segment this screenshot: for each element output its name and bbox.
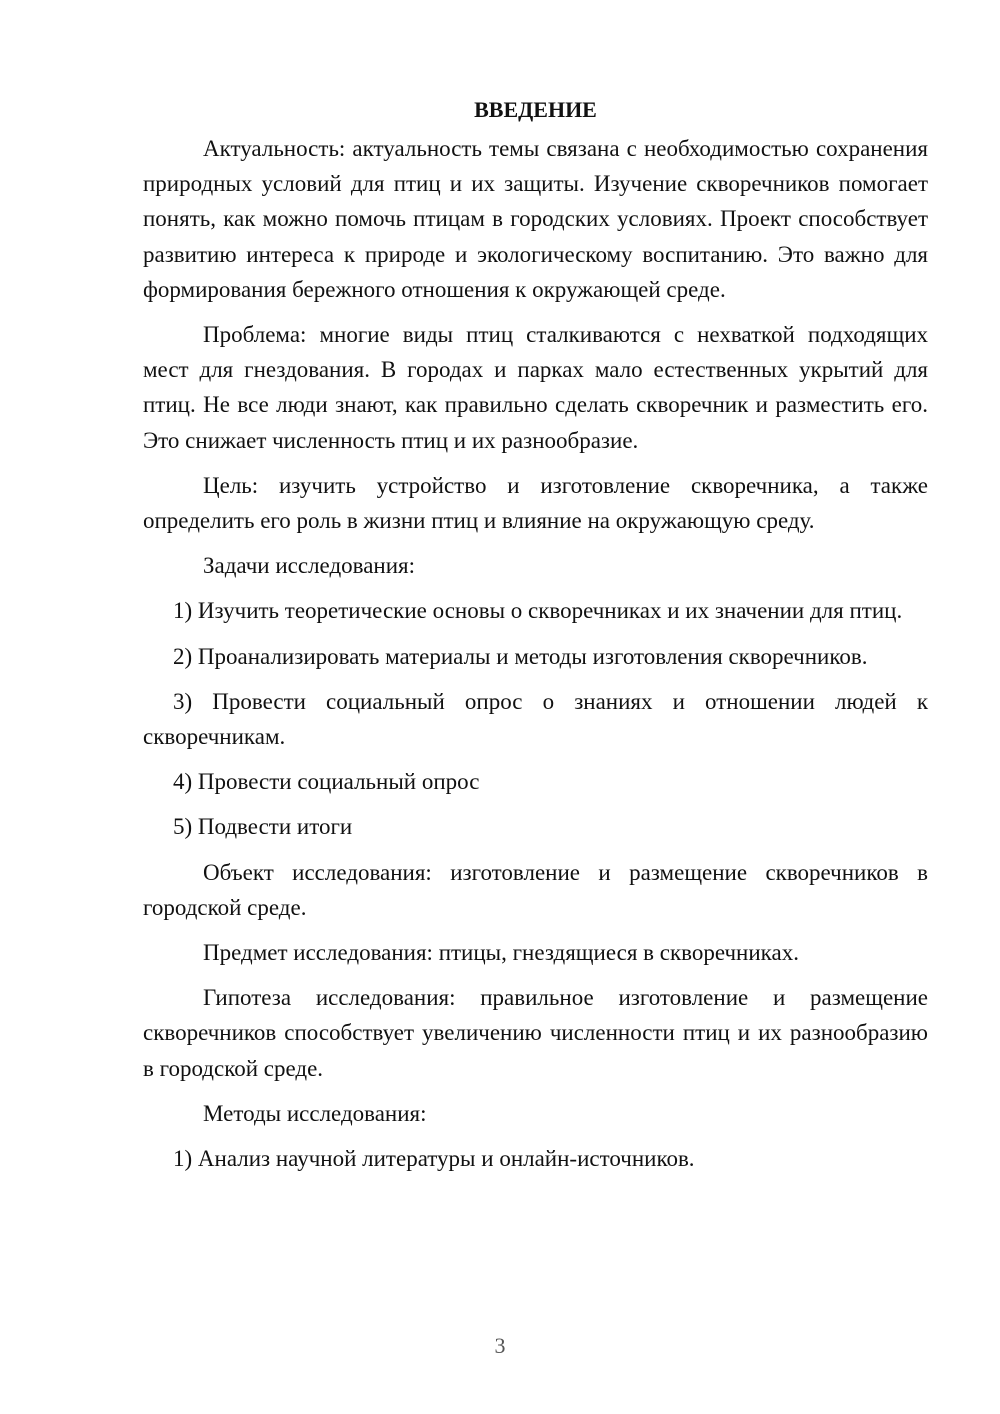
paragraph-object: Объект исследования: изготовление и размещение скворечников в городской среде.: [143, 859, 928, 920]
task-item-5: 5) Подвести итоги: [173, 814, 353, 840]
paragraph-subject: Предмет исследования: птицы, гнездящиеся в скворечниках.: [203, 940, 799, 966]
page-content: [143, 92, 928, 1186]
paragraph-problem: Проблема: многие виды птиц сталкиваются с нехваткой подходящих мест для гнездования. В городах и парках мало естественных укрытий для птиц. Не все люди знают, как правильно сделать скворечник и разместить его. Это снижает численность птиц и их разнообразие.: [143, 322, 928, 453]
method-item-1: 1) Анализ научной литературы и онлайн-источников.: [173, 1146, 695, 1172]
paragraph-relevance: Актуальность: актуальность темы связана с необходимостью сохранения природных условий для птиц и их защиты. Изучение скворечников помогает понять, как можно помочь птицам в городских условиях. Проект способствует развитию интереса к природе и экологическому воспитанию. Это важно для формирования бережного отношения к окружающей среде.: [143, 136, 928, 302]
task-item-2: 2) Проанализировать материалы и методы изготовления скворечников.: [173, 643, 868, 669]
task-item-1: 1) Изучить теоретические основы о скворечниках и их значении для птиц.: [173, 598, 903, 624]
task-item-4: 4) Провести социальный опрос: [173, 769, 480, 795]
paragraph-methods-heading: Методы исследования:: [203, 1100, 427, 1126]
section-title: ВВЕДЕНИЕ: [474, 97, 597, 122]
task-item-3: 3) Провести социальный опрос о знаниях и отношении людей к скворечникам.: [143, 688, 928, 750]
paragraph-goal: Цель: изучить устройство и изготовление скворечника, а также определить его роль в жизни птиц и влияние на окружающую среду.: [143, 472, 928, 534]
page-number: 3: [494, 1333, 506, 1358]
paragraph-hypothesis: Гипотеза исследования: правильное изготовление и размещение скворечников способствует увеличению численности птиц и их разнообразию в городской среде.: [143, 985, 928, 1081]
paragraph-tasks-heading: Задачи исследования:: [203, 553, 416, 579]
